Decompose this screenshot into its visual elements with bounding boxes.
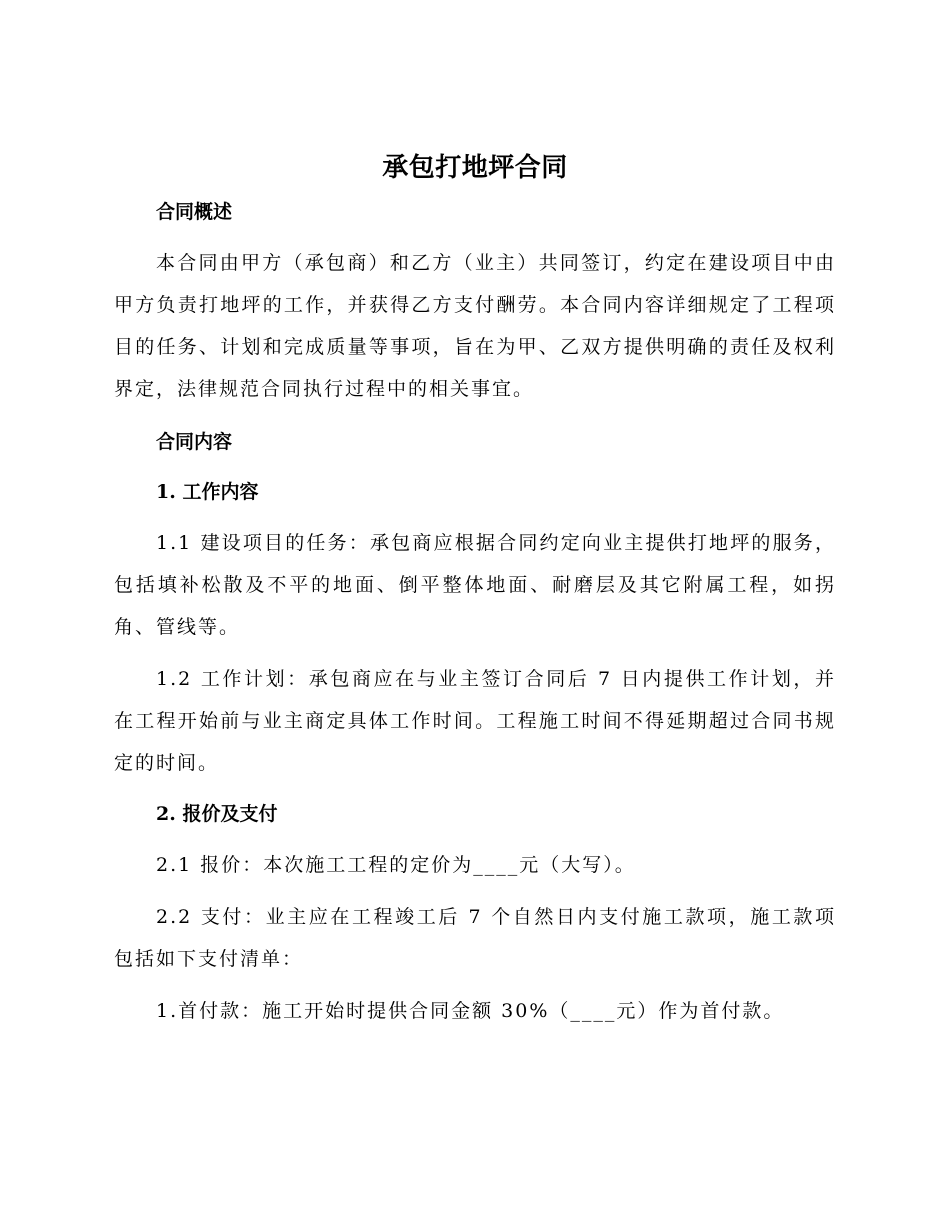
document-body bbox=[114, 192, 836, 1032]
paragraph-work-1-2: 1.2 工作计划：承包商应在与业主签订合同后 7 日内提供工作计划，并在工程开始前与业主商定具体工作时间。工程施工时间不得延期超过合同书规定的时间。 bbox=[114, 668, 836, 774]
paragraph-payment-item-1: 1.首付款：施工开始时提供合同金额 30%（____元）作为首付款。 bbox=[156, 1000, 785, 1022]
paragraph-payment-2-1: 2.1 报价：本次施工工程的定价为____元（大写）。 bbox=[156, 854, 636, 876]
section-heading-payment: 2. 报价及支付 bbox=[156, 803, 278, 825]
section-heading-content: 合同内容 bbox=[156, 431, 233, 453]
section-heading-work: 1. 工作内容 bbox=[156, 481, 259, 503]
section-heading-overview: 合同概述 bbox=[156, 201, 233, 223]
paragraph-overview: 本合同由甲方（承包商）和乙方（业主）共同签订，约定在建设项目中由甲方负责打地坪的工作，并获得乙方支付酬劳。本合同内容详细规定了工程项目的任务、计划和完成质量等事项，旨在为甲、乙双方提供明确的责任及权利界定，法律规范合同执行过程中的相关事宜。 bbox=[114, 252, 836, 400]
paragraph-payment-2-2: 2.2 支付：业主应在工程竣工后 7 个自然日内支付施工款项，施工款项包括如下支付清单： bbox=[114, 906, 836, 970]
paragraph-work-1-1: 1.1 建设项目的任务：承包商应根据合同约定向业主提供打地坪的服务，包括填补松散及不平的地面、倒平整体地面、耐磨层及其它附属工程，如拐角、管线等。 bbox=[114, 532, 836, 638]
document-title: 承包打地坪合同 bbox=[382, 153, 568, 183]
